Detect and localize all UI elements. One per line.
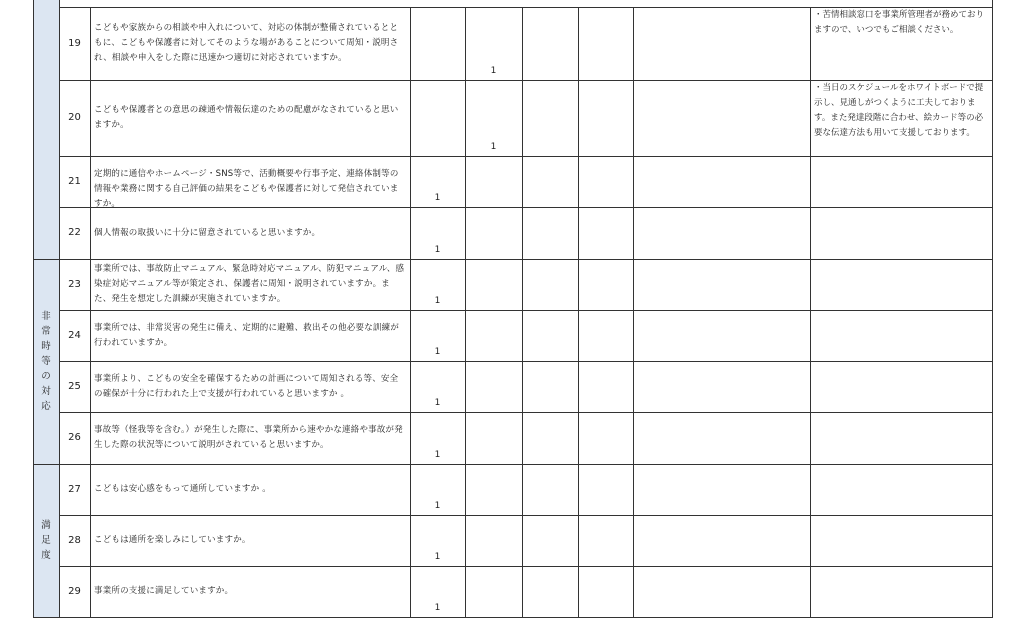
category-label (33, 518, 59, 563)
row-divider (59, 156, 993, 157)
row-number: 27 (68, 483, 81, 495)
column-divider (522, 7, 523, 618)
column-divider (810, 7, 811, 618)
row-number: 23 (68, 278, 81, 290)
answer-count-yes: 1 (434, 501, 441, 511)
category-char: 対 (41, 386, 51, 397)
question-text: 個人情報の取扱いに十分に留意されていると思いますか。 (94, 227, 321, 238)
category-char: の (41, 371, 51, 382)
category-label (33, 309, 59, 414)
row-number: 26 (68, 432, 81, 443)
column-divider (59, 0, 60, 618)
row-divider (59, 412, 993, 413)
answer-count-partial: 1 (490, 142, 497, 152)
answer-count-yes: 1 (434, 398, 441, 408)
category-char: 応 (41, 401, 51, 412)
category-char: 非 (41, 311, 51, 322)
column-divider (992, 0, 993, 618)
row-number: 22 (68, 227, 81, 238)
row-number: 25 (68, 380, 81, 392)
column-divider (465, 7, 466, 618)
category-char: 度 (41, 550, 51, 561)
question-text: 事業所では、非常災害の発生に備え、定期的に避難、救出その他必要な訓練が行われていますか。 (94, 322, 400, 348)
question-text: 事業所より、こどもの安全を確保するための計画について周知される等、安全の確保が十分に行われた上で支援が行われていると思いますか 。 (94, 373, 399, 399)
question-text: 事業所の支援に満足していますか。 (94, 586, 234, 596)
column-divider (410, 7, 411, 618)
category-char: 等 (41, 356, 51, 367)
row-number: 29 (68, 585, 81, 597)
row-divider (59, 361, 993, 362)
answer-count-yes: 1 (434, 347, 441, 357)
column-divider (633, 7, 634, 618)
category-char: 足 (41, 535, 51, 546)
row-number: 19 (68, 37, 81, 49)
row-divider (33, 259, 993, 260)
row-divider (59, 310, 993, 311)
column-divider (578, 7, 579, 618)
category-char: 常 (41, 326, 51, 337)
row-divider (33, 464, 993, 465)
row-number: 24 (68, 329, 81, 341)
answer-count-yes: 1 (434, 193, 441, 203)
question-text: こどもや保護者との意思の疎通や情報伝達のための配慮がなされていると思いますか。 (94, 105, 399, 130)
row-divider (59, 566, 993, 567)
question-text: 定期的に通信やホームページ・SNS等で、活動概要や行事予定、連絡体制等の情報や業務に関する自己評価の結果をこどもや保護者に対して発信されていますか。 (94, 168, 399, 209)
column-divider (90, 7, 91, 618)
facility-comment: ・苦情相談窓口を事業所管理者が務めておりますので、いつでもご相談ください。 (814, 10, 985, 35)
row-number: 20 (68, 112, 81, 123)
question-text: 事故等（怪我等を含む。）が発生した際に、事業所から速やかな連絡や事故が発生した際の状況等について説明がされていると思いますか。 (94, 425, 403, 450)
question-text: こどもは通所を楽しみにしていますか。 (94, 535, 251, 545)
question-text: こどもや家族からの相談や申入れについて、対応の体制が整備されているとともに、こどもや保護者に対してそのような場があることについて周知・説明され、相談や申入をした際に迅速かつ適切に対応されていますか。 (94, 23, 399, 63)
answer-count-yes: 1 (434, 296, 441, 306)
question-text: こどもは安心感をもって通所していますか 。 (94, 484, 271, 494)
facility-comment: ・当日のスケジュールをホワイトボードで提示し、見通しがつくように工夫しております。また発達段階に合わせ、絵カード等の必要な伝達方法も用いて支援しております。 (814, 83, 984, 138)
answer-count-yes: 1 (434, 603, 441, 613)
answer-count-yes: 1 (434, 552, 441, 562)
row-divider (33, 617, 993, 618)
answer-count-partial: 1 (490, 66, 497, 76)
category-char: 満 (41, 520, 51, 531)
row-number: 28 (68, 534, 81, 546)
row-divider (59, 515, 993, 516)
question-text: 事業所では、事故防止マニュアル、緊急時対応マニュアル、防犯マニュアル、感染症対応マニュアル等が策定され、保護者に周知・説明されていますか。また、発生を想定した訓練が実施されていますか。 (94, 264, 405, 304)
category-char: 時 (41, 341, 51, 352)
answer-count-yes: 1 (434, 450, 441, 460)
answer-count-yes: 1 (434, 245, 441, 255)
row-number: 21 (68, 175, 81, 187)
